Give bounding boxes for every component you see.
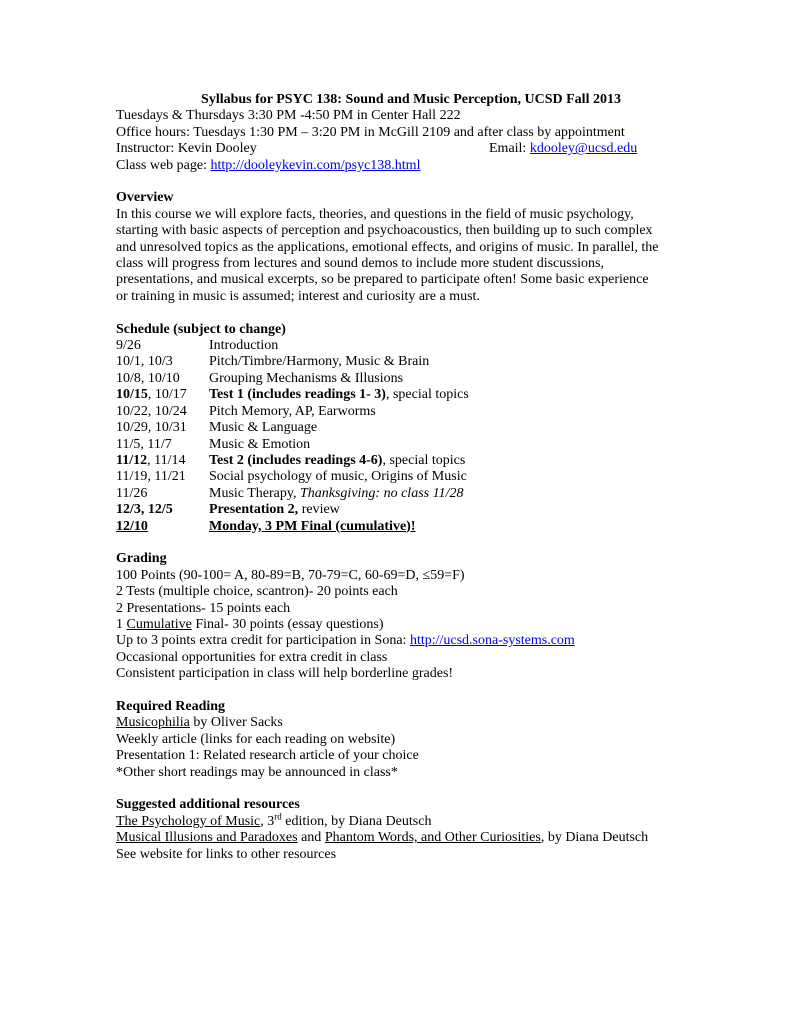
schedule-topic: Monday, 3 PM Final (cumulative)!	[209, 518, 416, 534]
schedule-row-final	[116, 519, 676, 535]
overview-line: presentations, and musical excerpts, so be prepared to participate often! Some basic experience	[116, 272, 649, 288]
schedule-topic	[209, 387, 469, 403]
schedule-date: 12/3, 12/5	[116, 502, 173, 518]
class-web-link[interactable]: http://dooleykevin.com/psyc138.html	[210, 157, 421, 173]
schedule-row-test-2	[116, 453, 676, 469]
schedule-heading: Schedule (subject to change)	[116, 321, 286, 337]
office-hours: Office hours: Tuesdays 1:30 PM – 3:20 PM in McGill 2109 and after class by appointment	[116, 124, 625, 140]
schedule-date: 9/26	[116, 338, 141, 354]
topic-text: Music Therapy,	[209, 485, 300, 501]
book-title: Musical Illusions and Paradoxes	[116, 830, 298, 846]
schedule-date	[116, 387, 209, 403]
schedule-date: 10/1, 10/3	[116, 354, 173, 370]
schedule-topic: Music & Emotion	[209, 436, 311, 452]
schedule-topic	[209, 453, 465, 469]
grading-extra-credit: Occasional opportunities for extra credit in class	[116, 649, 388, 665]
email-link[interactable]: kdooley@ucsd.edu	[529, 141, 638, 157]
schedule-date: 10/22, 10/24	[116, 403, 187, 419]
reading-presentation: Presentation 1: Related research article of your choice	[116, 748, 419, 764]
schedule-topic	[209, 486, 463, 502]
grading-sona	[116, 633, 676, 649]
schedule-date	[116, 453, 209, 469]
test-date: 11/12	[116, 452, 148, 468]
schedule-date: 10/8, 10/10	[116, 370, 180, 386]
instructor-name: Instructor: Kevin Dooley	[116, 141, 257, 157]
grading-tests: 2 Tests (multiple choice, scantron)- 20 points each	[116, 584, 398, 600]
test-date: 10/15	[116, 387, 148, 403]
schedule-date: 12/10	[116, 518, 148, 534]
cumulative-text: Cumulative	[126, 616, 192, 632]
schedule-date: 11/26	[116, 485, 148, 501]
overview-line: In this course we will explore facts, theories, and questions in the field of music psychology,	[116, 206, 634, 222]
overview-heading: Overview	[116, 190, 174, 206]
schedule-date: 10/29, 10/31	[116, 420, 187, 436]
overview-line: or training in music is assumed; interest and curiosity are a must.	[116, 288, 480, 304]
book-rest: edition, by Diana Deutsch	[281, 813, 432, 829]
web-page-label: Class web page:	[116, 157, 211, 173]
instructor-line	[116, 141, 676, 157]
reading-weekly: Weekly article (links for each reading on website)	[116, 731, 396, 747]
class-times: Tuesdays & Thursdays 3:30 PM -4:50 PM in Center Hall 222	[116, 108, 461, 124]
final-suffix: Final- 30 points (essay questions)	[191, 616, 384, 632]
reading-other: *Other short readings may be announced in class*	[116, 764, 398, 780]
grading-heading: Grading	[116, 551, 167, 567]
schedule-topic: Social psychology of music, Origins of Music	[209, 469, 467, 485]
topic-rest: , special topics	[382, 452, 466, 468]
resources-see-website: See website for links to other resources	[116, 846, 337, 862]
reading-book	[116, 715, 676, 731]
sona-link[interactable]: http://ucsd.sona-systems.com	[409, 633, 575, 649]
book-sep: , 3	[260, 813, 275, 829]
book-author: by Oliver Sacks	[189, 715, 283, 731]
resource-book-1	[116, 811, 676, 830]
document-body	[116, 92, 676, 863]
grading-participation: Consistent participation in class will help borderline grades!	[116, 666, 454, 682]
overview-line: and unresolved topics as the applications, emotional effects, and origins of music. In parallel, the	[116, 239, 659, 255]
schedule-row-presentation	[116, 502, 676, 518]
schedule-topic: Introduction	[209, 338, 279, 354]
email-label: Email:	[489, 141, 530, 157]
holiday-note: Thanksgiving: no class 11/28	[299, 485, 464, 501]
date-rest: , 10/17	[147, 387, 187, 403]
book-title: Musicophilia	[116, 715, 190, 731]
test-label: Test 2 (includes readings 4-6)	[209, 452, 383, 468]
web-page-line	[116, 158, 676, 174]
schedule-row	[116, 404, 676, 420]
schedule-row	[116, 338, 676, 354]
schedule-row	[116, 437, 676, 453]
book-title: Phantom Words, and Other Curiosities	[324, 830, 541, 846]
document-title: Syllabus for PSYC 138: Sound and Music Perception, UCSD Fall 2013	[201, 92, 621, 107]
overview-line: class will progress from lectures and sound demos to include more student discussions,	[116, 256, 604, 272]
book-rest: , by Diana Deutsch	[540, 830, 649, 846]
grading-final	[116, 617, 676, 633]
schedule-topic: Music & Language	[209, 420, 318, 436]
schedule-row-test-1	[116, 387, 676, 403]
schedule-topic: Pitch/Timbre/Harmony, Music & Brain	[209, 354, 430, 370]
and-text: and	[297, 830, 325, 846]
schedule-row	[116, 469, 676, 485]
topic-rest: , special topics	[385, 387, 469, 403]
overview-paragraph	[116, 207, 676, 305]
schedule-topic: Grouping Mechanisms & Illusions	[209, 370, 404, 386]
book-title: The Psychology of Music	[116, 813, 261, 829]
grading-scale: 100 Points (90-100= A, 80-89=B, 70-79=C, 60-69=D, ≤59=F)	[116, 567, 465, 583]
schedule-date: 11/5, 11/7	[116, 436, 172, 452]
topic-rest: review	[298, 502, 340, 518]
schedule-table	[116, 338, 676, 535]
resource-books-2-3	[116, 830, 676, 846]
ordinal-suffix: rd	[274, 811, 282, 822]
sona-text: Up to 3 points extra credit for participation in Sona:	[116, 633, 410, 649]
schedule-row	[116, 420, 676, 436]
reading-heading: Required Reading	[116, 698, 226, 714]
presentation-label: Presentation 2,	[209, 502, 299, 518]
schedule-date: 11/19, 11/21	[116, 469, 186, 485]
final-prefix: 1	[116, 616, 127, 632]
overview-line: starting with basic aspects of perception and psychoacoustics, then building up to such complex	[116, 223, 653, 239]
schedule-topic: Pitch Memory, AP, Earworms	[209, 403, 376, 419]
email-block	[489, 141, 637, 157]
date-rest: , 11/14	[147, 452, 186, 468]
schedule-row	[116, 354, 676, 370]
schedule-row	[116, 486, 676, 502]
resources-heading: Suggested additional resources	[116, 797, 300, 813]
schedule-topic	[209, 502, 340, 518]
test-label: Test 1 (includes readings 1- 3)	[209, 387, 386, 403]
grading-presentations: 2 Presentations- 15 points each	[116, 600, 291, 616]
schedule-row	[116, 371, 676, 387]
